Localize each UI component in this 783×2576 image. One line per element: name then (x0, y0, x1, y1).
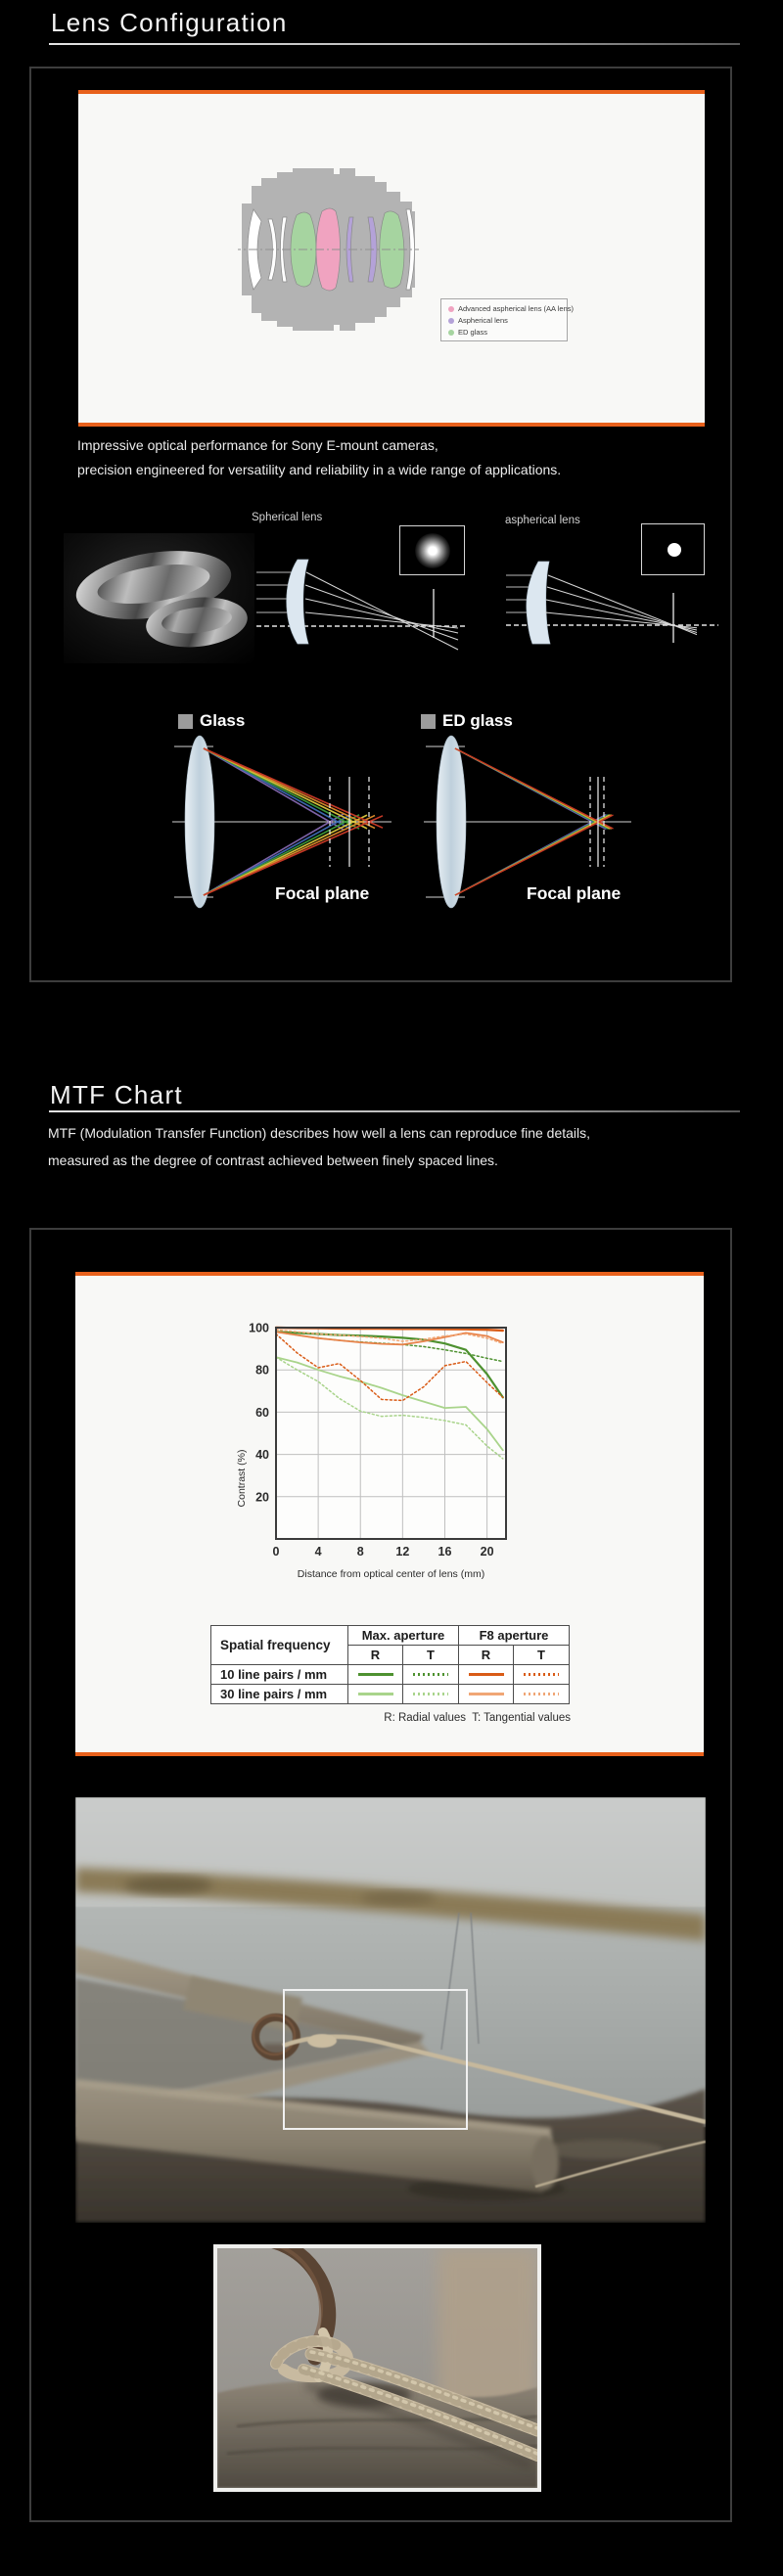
mtf-desc-line-1: MTF (Modulation Transfer Function) describes how well a lens can reproduce fine details, (48, 1125, 591, 1141)
legend-item (448, 304, 574, 313)
ed-glass-label: ED glass (442, 711, 513, 730)
solid-line-swatch-icon (469, 1693, 504, 1695)
lens-diagram-legend (440, 298, 574, 341)
svg-text:60: 60 (255, 1405, 269, 1420)
dotted-line-swatch-icon (524, 1673, 559, 1676)
sample-photo-boat (75, 1797, 706, 2223)
line-style-swatch-cell (403, 1665, 459, 1685)
svg-text:16: 16 (438, 1545, 452, 1559)
lens-config-heading: Lens Configuration (51, 8, 288, 37)
solid-line-swatch-icon (358, 1693, 393, 1695)
legend-item (448, 316, 560, 325)
spherical-lens-label: Spherical lens (252, 512, 323, 523)
svg-text:40: 40 (255, 1448, 269, 1463)
dotted-line-swatch-icon (524, 1693, 559, 1695)
line-style-swatch-cell (348, 1665, 403, 1685)
legend-dot-icon (448, 330, 454, 336)
rt-subheader: R (459, 1646, 514, 1665)
sharp-point-icon (668, 543, 681, 557)
legend-dot-icon (448, 306, 454, 312)
intro-line-2: precision engineered for versatility and reliability in a wide range of applications. (77, 462, 562, 477)
line-style-swatch-cell (459, 1665, 514, 1685)
lens-diagram-panel (78, 90, 705, 427)
mtf-caption: R: Radial values T: Tangential values (384, 1712, 571, 1724)
crop-highlight-box (283, 1989, 468, 2130)
mtf-table (210, 1625, 570, 1704)
legend-label: Advanced aspherical lens (AA lens) (458, 304, 574, 313)
line-pairs-label: 30 line pairs / mm (211, 1685, 348, 1704)
glass-label: Glass (200, 711, 246, 730)
legend-label: Aspherical lens (458, 316, 508, 325)
dotted-line-swatch-icon (413, 1673, 448, 1676)
svg-text:80: 80 (255, 1363, 269, 1378)
mtf-legend-table (210, 1625, 570, 1704)
aspherical-focus-inset (641, 523, 705, 575)
mtf-desc-line-2: measured as the degree of contrast achieved between finely spaced lines. (48, 1152, 498, 1168)
lens-configuration-section (29, 67, 732, 982)
legend-item (448, 328, 560, 337)
line-style-swatch-cell (348, 1685, 403, 1704)
solid-line-swatch-icon (469, 1673, 504, 1676)
lens-config-heading-rule (49, 43, 740, 45)
svg-text:20: 20 (480, 1545, 494, 1559)
aperture-group-header: Max. aperture (348, 1626, 459, 1646)
svg-text:12: 12 (395, 1545, 410, 1559)
sample-photo-rope-crop (213, 2244, 541, 2492)
blurred-point-icon (415, 533, 450, 568)
line-style-swatch-cell (514, 1665, 570, 1685)
svg-text:4: 4 (314, 1545, 322, 1559)
svg-text:20: 20 (255, 1490, 269, 1505)
mtf-chart (233, 1309, 527, 1603)
svg-text:100: 100 (249, 1321, 269, 1335)
spatial-frequency-header: Spatial frequency (211, 1626, 348, 1665)
focal-plane-label: Focal plane (527, 883, 622, 903)
mtf-chart-panel (75, 1272, 704, 1756)
aspherical-lens-elements-photo (64, 533, 254, 663)
solid-line-swatch-icon (358, 1673, 393, 1676)
mtf-section (29, 1228, 732, 2522)
line-style-swatch-cell (403, 1685, 459, 1704)
lens-cross-section-diagram (238, 166, 419, 333)
rt-subheader: R (348, 1646, 403, 1665)
legend-dot-icon (448, 318, 454, 324)
svg-text:8: 8 (356, 1545, 364, 1559)
rt-subheader: T (514, 1646, 570, 1665)
svg-text:0: 0 (272, 1545, 280, 1559)
mtf-heading: MTF Chart (50, 1080, 183, 1109)
rt-subheader: T (403, 1646, 459, 1665)
svg-text:Distance from optical center o: Distance from optical center of lens (mm) (297, 1568, 485, 1580)
legend-label: ED glass (458, 328, 488, 337)
mtf-heading-rule (49, 1110, 740, 1112)
aspherical-lens-label: aspherical lens (505, 515, 580, 526)
line-style-swatch-cell (459, 1685, 514, 1704)
intro-line-1: Impressive optical performance for Sony E-mount cameras, (77, 437, 438, 453)
dotted-line-swatch-icon (413, 1693, 448, 1695)
focal-plane-label: Focal plane (275, 883, 370, 903)
line-style-swatch-cell (514, 1685, 570, 1704)
spherical-focus-inset (399, 525, 465, 575)
line-pairs-label: 10 line pairs / mm (211, 1665, 348, 1685)
aperture-group-header: F8 aperture (459, 1626, 570, 1646)
svg-text:Contrast (%): Contrast (%) (236, 1449, 248, 1508)
